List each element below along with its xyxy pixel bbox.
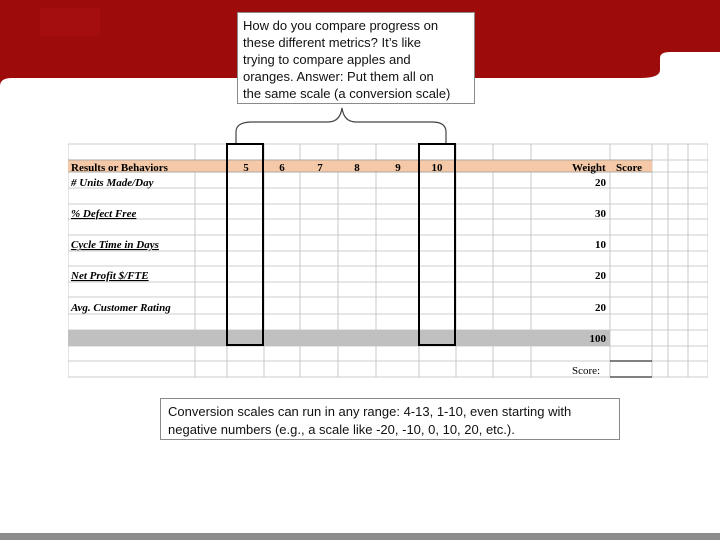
total-weight: 100 [589, 333, 606, 345]
spreadsheet [68, 143, 708, 384]
callout-top [237, 12, 475, 104]
callout-top-line: these different metrics? It’s like [243, 35, 421, 50]
metric-label: % Defect Free [71, 208, 137, 220]
adi-logo: ADI [672, 63, 709, 86]
scale-col-header: 7 [317, 162, 323, 174]
callout-top-line: the same scale (a conversion scale) [243, 86, 451, 101]
callout-top-line: trying to compare apples and [243, 52, 411, 67]
scale-col-header: 10 [431, 162, 443, 174]
weight-value: 20 [595, 270, 606, 282]
weight-value: 10 [595, 239, 606, 251]
metric-label: # Units Made/Day [71, 177, 154, 189]
total-row-fill [68, 330, 610, 346]
metric-label: Avg. Customer Rating [71, 302, 171, 314]
brace-connector [232, 104, 452, 144]
score-header: Score [616, 162, 643, 174]
scale-col-5-outline [227, 144, 263, 345]
footer-bar [0, 533, 720, 540]
weight-value: 20 [595, 302, 606, 314]
weight-header: Weight [572, 162, 606, 174]
header-texture [40, 8, 100, 36]
spreadsheet-grid [68, 143, 708, 379]
callout-bottom-line: Conversion scales can run in any range: 4-13, 1-10, even starting with [168, 404, 572, 419]
metric-label: Cycle Time in Days [71, 239, 159, 251]
callout-bottom-line: negative numbers (e.g., a scale like -20, -10, 0, 10, 20, etc.). [168, 422, 515, 437]
callout-top-line: oranges. Answer: Put them all on [243, 69, 434, 84]
scale-col-header: 5 [243, 162, 249, 174]
metric-label: Net Profit $/FTE [71, 270, 149, 282]
callout-top-line: How do you compare progress on [243, 18, 439, 33]
header-results-label: Results or Behaviors [71, 162, 168, 174]
scale-col-header: 8 [354, 162, 360, 174]
weight-value: 20 [595, 177, 606, 189]
callout-bottom [160, 398, 620, 440]
weight-value: 30 [595, 208, 606, 220]
brace-path [236, 108, 446, 144]
scale-col-header: 9 [395, 162, 401, 174]
scale-col-header: 6 [279, 162, 285, 174]
score-footer-label: Score: [572, 365, 601, 377]
scale-col-10-outline [419, 144, 455, 345]
